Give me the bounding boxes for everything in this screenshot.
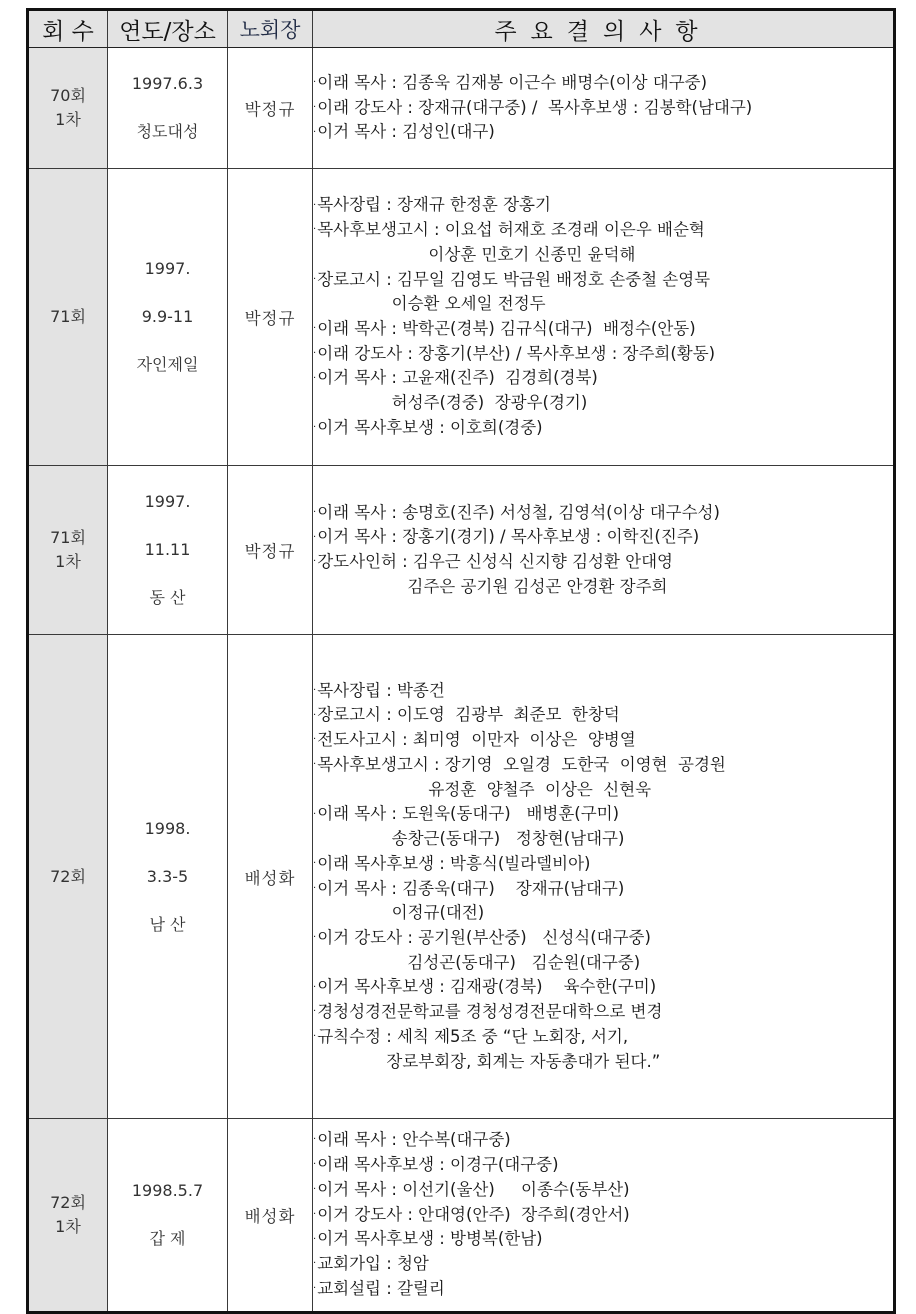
header-main-resolutions: 주요결의사항 bbox=[313, 10, 895, 48]
date: 1997.6.3 bbox=[131, 74, 204, 93]
place: 동 산 bbox=[149, 588, 186, 607]
date: 9.9-11 bbox=[141, 307, 194, 326]
bullet-dot-icon: · bbox=[313, 126, 317, 138]
resolution-item: ·경청성경전문학교를 경청성경전문대학으로 변경 bbox=[313, 1002, 663, 1022]
resolution-item: ·이래 목사 : 도원욱(동대구) 배병훈(구미) bbox=[313, 804, 620, 824]
resolutions-cell bbox=[313, 48, 895, 169]
bullet-dot-icon: · bbox=[313, 101, 317, 113]
resolution-item: ·이거 목사후보생 : 방병복(한남) bbox=[313, 1229, 543, 1249]
resolution-item: ·이래 목사 : 박학곤(경북) 김규식(대구) 배정수(안동) bbox=[313, 318, 696, 338]
date: 3.3-5 bbox=[146, 866, 189, 886]
resolutions-cell bbox=[313, 635, 895, 1119]
resolution-item: ·교회가입 : 청암 bbox=[313, 1254, 429, 1274]
bullet-dot-icon: · bbox=[313, 1233, 317, 1245]
resolution-item: ·목사장립 : 장재규 한정훈 장홍기 bbox=[313, 195, 551, 215]
resolutions-cell bbox=[313, 169, 895, 466]
bullet-dot-icon: · bbox=[313, 1134, 317, 1146]
place: 청도대성 bbox=[136, 122, 199, 141]
resolutions-cell bbox=[313, 1119, 895, 1313]
resolution-item: ·이래 목사후보생 : 이경구(대구중) bbox=[313, 1155, 559, 1174]
resolution-item: ·이래 강도사 : 장재규(대구중) / 목사후보생 : 김봉학(남대구) bbox=[313, 97, 753, 117]
chair-cell: 박정규 bbox=[228, 466, 313, 635]
session-cell bbox=[28, 48, 108, 169]
date: 1998.5.7 bbox=[131, 1181, 204, 1200]
bullet-dot-icon: · bbox=[313, 77, 317, 88]
bullet-dot-icon: · bbox=[313, 858, 317, 869]
bullet-dot-icon: · bbox=[313, 422, 317, 434]
resolution-item: ·이거 목사후보생 : 이호희(경중) bbox=[313, 417, 543, 437]
chair-cell: 박정규 bbox=[228, 169, 313, 466]
bullet-dot-icon: · bbox=[313, 506, 317, 518]
resolution-item: ·이거 목사 : 고윤재(진주) 김경희(경북) bbox=[313, 368, 598, 388]
place: 갑 제 bbox=[149, 1229, 186, 1248]
table-body bbox=[28, 48, 895, 1313]
resolution-item: ·이래 강도사 : 장홍기(부산) / 목사후보생 : 장주희(황동) bbox=[313, 343, 716, 363]
chair-cell: 배성화 bbox=[228, 1119, 313, 1313]
table-row bbox=[28, 48, 895, 169]
year: 1997. bbox=[144, 259, 191, 278]
bullet-dot-icon: · bbox=[313, 1006, 317, 1018]
date-place-cell bbox=[108, 48, 228, 169]
place: 자인제일 bbox=[136, 355, 199, 374]
resolution-item: ·이래 목사 : 안수복(대구중) bbox=[313, 1130, 511, 1150]
resolution-item: ·목사후보생고시 : 장기영 오일경 도한국 이영현 공경원 bbox=[313, 755, 726, 775]
resolution-item: 송창근(동대구) 정창현(남대구) bbox=[313, 829, 625, 849]
bullet-dot-icon: · bbox=[313, 224, 317, 236]
bullet-dot-icon: · bbox=[313, 932, 317, 944]
chair-cell: 박정규 bbox=[228, 48, 313, 169]
table-row bbox=[28, 466, 895, 635]
resolution-item: ·이거 목사 : 김종욱(대구) 장재규(남대구) bbox=[313, 878, 625, 898]
resolution-item: ·이거 목사 : 장홍기(경기) / 목사후보생 : 이학진(진주) bbox=[313, 527, 700, 547]
bullet-dot-icon: · bbox=[313, 981, 317, 993]
session-sub: 1차 bbox=[55, 110, 81, 129]
resolution-item: 김성곤(동대구) 김순원(대구중) bbox=[313, 952, 641, 972]
bullet-dot-icon: · bbox=[313, 882, 317, 894]
session-sub: 1차 bbox=[55, 552, 81, 571]
header-session: 회 수 bbox=[28, 10, 108, 48]
bullet-dot-icon: · bbox=[313, 709, 317, 721]
resolution-item: 김주은 공기원 김성곤 안경환 장주희 bbox=[313, 576, 668, 596]
place: 남 산 bbox=[149, 914, 186, 934]
bullet-dot-icon: · bbox=[313, 759, 317, 771]
date-place-cell bbox=[108, 1119, 228, 1313]
bullet-dot-icon: · bbox=[313, 808, 317, 820]
bullet-dot-icon: · bbox=[313, 684, 317, 696]
bullet-dot-icon: · bbox=[313, 1258, 317, 1270]
session-cell bbox=[28, 1119, 108, 1313]
resolution-item: ·목사후보생고시 : 이요섭 허재호 조경래 이은우 배순혁 bbox=[313, 220, 705, 240]
session-number: 71회 bbox=[50, 307, 86, 326]
resolution-item: ·장로고시 : 김무일 김영도 박금원 배정호 손중철 손영묵 bbox=[313, 269, 711, 289]
chair-cell: 배성화 bbox=[228, 635, 313, 1119]
bullet-dot-icon: · bbox=[313, 372, 317, 384]
date-place-cell bbox=[108, 635, 228, 1119]
resolution-item: ·강도사인허 : 김우근 신성식 신지향 김성환 안대영 bbox=[313, 552, 673, 572]
resolution-item: ·전도사고시 : 최미영 이만자 이상은 양병열 bbox=[313, 730, 636, 750]
session-number: 71회 bbox=[50, 528, 86, 547]
bullet-dot-icon: · bbox=[313, 199, 317, 211]
resolution-item: ·규칙수정 : 세칙 제5조 중 “단 노회장, 서기, bbox=[313, 1026, 629, 1046]
year: 1997. bbox=[144, 492, 191, 511]
resolution-item: ·이거 강도사 : 공기원(부산중) 신성식(대구중) bbox=[313, 927, 651, 947]
bullet-dot-icon: · bbox=[313, 347, 317, 359]
table-row bbox=[28, 169, 895, 466]
bullet-dot-icon: · bbox=[313, 323, 317, 335]
resolution-item: 장로부회장, 회계는 자동총대가 된다.” bbox=[313, 1051, 661, 1071]
bullet-dot-icon: · bbox=[313, 734, 317, 746]
resolution-item: ·이래 목사후보생 : 박흥식(빌라델비아) bbox=[313, 853, 591, 873]
resolution-item: ·이거 강도사 : 안대영(안주) 장주희(경안서) bbox=[313, 1204, 630, 1224]
date: 11.11 bbox=[144, 540, 191, 559]
resolution-item: 이승환 오세일 전정두 bbox=[313, 294, 546, 314]
resolutions-cell bbox=[313, 466, 895, 635]
header-date-place: 연도/장소 bbox=[108, 10, 228, 48]
bullet-dot-icon: · bbox=[313, 273, 317, 285]
resolution-item: 허성주(경중) 장광우(경기) bbox=[313, 393, 588, 413]
resolution-item: 이정규(대전) bbox=[313, 903, 485, 923]
bullet-dot-icon: · bbox=[313, 1208, 317, 1220]
bullet-dot-icon: · bbox=[313, 1159, 317, 1171]
session-sub: 1차 bbox=[55, 1217, 81, 1236]
header-chair: 노회장 bbox=[228, 10, 313, 48]
resolution-item: ·목사장립 : 박종건 bbox=[313, 680, 445, 700]
resolution-item: ·이거 목사 : 이선기(울산) 이종수(동부산) bbox=[313, 1179, 630, 1199]
table-row bbox=[28, 1119, 895, 1313]
session-number: 72회 bbox=[50, 866, 86, 886]
date-place-cell bbox=[108, 169, 228, 466]
session-number: 72회 bbox=[50, 1193, 86, 1212]
resolution-item: ·장로고시 : 이도영 김광부 최준모 한창덕 bbox=[313, 705, 620, 725]
presbytery-minutes-table bbox=[26, 8, 896, 1314]
table-row bbox=[28, 635, 895, 1119]
resolution-item: ·이거 목사후보생 : 김재광(경북) 육수한(구미) bbox=[313, 977, 657, 997]
session-number: 70회 bbox=[50, 86, 86, 105]
session-cell bbox=[28, 169, 108, 466]
bullet-dot-icon: · bbox=[313, 1031, 317, 1043]
bullet-dot-icon: · bbox=[313, 556, 317, 568]
table-header bbox=[28, 10, 895, 48]
resolution-item: ·이래 목사 : 김종욱 김재봉 이근수 배명수(이상 대구중) bbox=[313, 72, 708, 92]
resolution-item: ·교회설립 : 갈릴리 bbox=[313, 1278, 445, 1298]
session-cell bbox=[28, 466, 108, 635]
session-cell bbox=[28, 635, 108, 1119]
bullet-dot-icon: · bbox=[313, 1184, 317, 1195]
year: 1998. bbox=[144, 818, 191, 838]
resolution-item: ·이래 목사 : 송명호(진주) 서성철, 김영석(이상 대구수성) bbox=[313, 502, 720, 522]
bullet-dot-icon: · bbox=[313, 1283, 317, 1295]
resolution-item: 이상훈 민호기 신종민 윤덕해 bbox=[313, 244, 636, 264]
resolution-item: ·이거 목사 : 김성인(대구) bbox=[313, 122, 495, 142]
resolution-item: 유정훈 양철주 이상은 신현욱 bbox=[313, 779, 652, 799]
date-place-cell bbox=[108, 466, 228, 635]
bullet-dot-icon: · bbox=[313, 531, 317, 543]
